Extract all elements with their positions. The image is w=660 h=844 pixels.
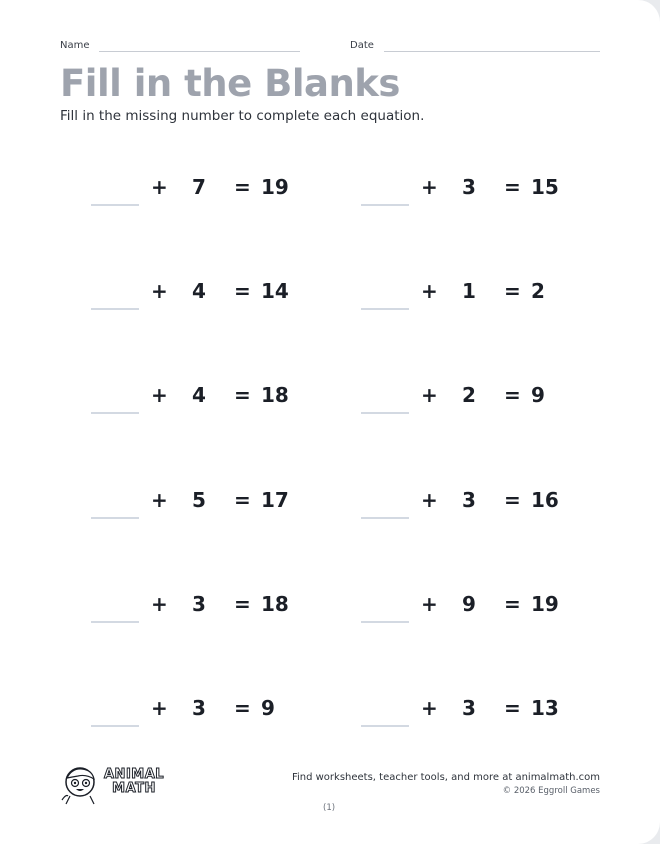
plus-sign: + — [421, 696, 438, 720]
equals-sign: = — [504, 696, 521, 720]
answer-blank[interactable] — [91, 204, 139, 206]
equation-row — [91, 594, 291, 634]
equation-row — [91, 698, 291, 738]
equals-sign: = — [504, 383, 521, 407]
logo-line1: ANIMAL — [104, 767, 165, 782]
addend: 1 — [462, 279, 476, 303]
sum-result: 9 — [261, 696, 275, 720]
plus-sign: + — [421, 279, 438, 303]
logo-wordmark — [104, 768, 164, 796]
equals-sign: = — [234, 175, 251, 199]
addend: 3 — [192, 592, 206, 616]
equals-sign: = — [504, 279, 521, 303]
equals-sign: = — [234, 488, 251, 512]
footer-tagline: Find worksheets, teacher tools, and more at animalmath.com — [291, 772, 600, 783]
equals-sign: = — [234, 696, 251, 720]
addend: 3 — [462, 488, 476, 512]
answer-blank[interactable] — [91, 725, 139, 727]
sum-result: 2 — [531, 279, 545, 303]
date-label: Date — [350, 40, 374, 51]
name-label: Name — [60, 40, 90, 51]
addend: 9 — [462, 592, 476, 616]
answer-blank[interactable] — [361, 204, 409, 206]
equation-row — [91, 177, 291, 217]
answer-blank[interactable] — [91, 412, 139, 414]
sum-result: 9 — [531, 383, 545, 407]
cartoon-kid-icon — [60, 764, 102, 808]
equation-row — [361, 177, 561, 217]
addend: 3 — [462, 175, 476, 199]
instructions: Fill in the missing number to complete each equation. — [60, 108, 425, 124]
plus-sign: + — [421, 383, 438, 407]
addend: 3 — [192, 696, 206, 720]
addend: 4 — [192, 383, 206, 407]
addend: 5 — [192, 488, 206, 512]
equation-row — [361, 385, 561, 425]
plus-sign: + — [151, 279, 168, 303]
answer-blank[interactable] — [361, 308, 409, 310]
name-field[interactable] — [99, 51, 300, 52]
equation-row — [361, 698, 561, 738]
animal-math-logo — [60, 764, 172, 808]
equation-row — [361, 490, 561, 530]
logo-line2: MATH — [112, 781, 156, 796]
equation-row — [91, 490, 291, 530]
equation-row — [361, 281, 561, 321]
addend: 2 — [462, 383, 476, 407]
sum-result: 17 — [261, 488, 289, 512]
sum-result: 19 — [261, 175, 289, 199]
answer-blank[interactable] — [91, 308, 139, 310]
page-number: (1) — [323, 803, 336, 813]
footer-copyright: © 2026 Eggroll Games — [502, 786, 600, 796]
equals-sign: = — [504, 175, 521, 199]
equals-sign: = — [504, 488, 521, 512]
equation-row — [361, 594, 561, 634]
plus-sign: + — [151, 383, 168, 407]
sum-result: 14 — [261, 279, 289, 303]
plus-sign: + — [421, 592, 438, 616]
sum-result: 13 — [531, 696, 559, 720]
sum-result: 19 — [531, 592, 559, 616]
answer-blank[interactable] — [361, 517, 409, 519]
sum-result: 15 — [531, 175, 559, 199]
plus-sign: + — [421, 175, 438, 199]
sum-result: 18 — [261, 383, 289, 407]
plus-sign: + — [421, 488, 438, 512]
answer-blank[interactable] — [91, 517, 139, 519]
equation-row — [91, 385, 291, 425]
equals-sign: = — [234, 592, 251, 616]
addend: 7 — [192, 175, 206, 199]
answer-blank[interactable] — [91, 621, 139, 623]
answer-blank[interactable] — [361, 412, 409, 414]
equals-sign: = — [234, 279, 251, 303]
equals-sign: = — [504, 592, 521, 616]
date-field[interactable] — [384, 51, 600, 52]
equals-sign: = — [234, 383, 251, 407]
plus-sign: + — [151, 175, 168, 199]
answer-blank[interactable] — [361, 621, 409, 623]
addend: 3 — [462, 696, 476, 720]
answer-blank[interactable] — [361, 725, 409, 727]
plus-sign: + — [151, 592, 168, 616]
plus-sign: + — [151, 488, 168, 512]
equation-row — [91, 281, 291, 321]
addend: 4 — [192, 279, 206, 303]
plus-sign: + — [151, 696, 168, 720]
sum-result: 18 — [261, 592, 289, 616]
page-title: Fill in the Blanks — [60, 62, 400, 105]
sum-result: 16 — [531, 488, 559, 512]
